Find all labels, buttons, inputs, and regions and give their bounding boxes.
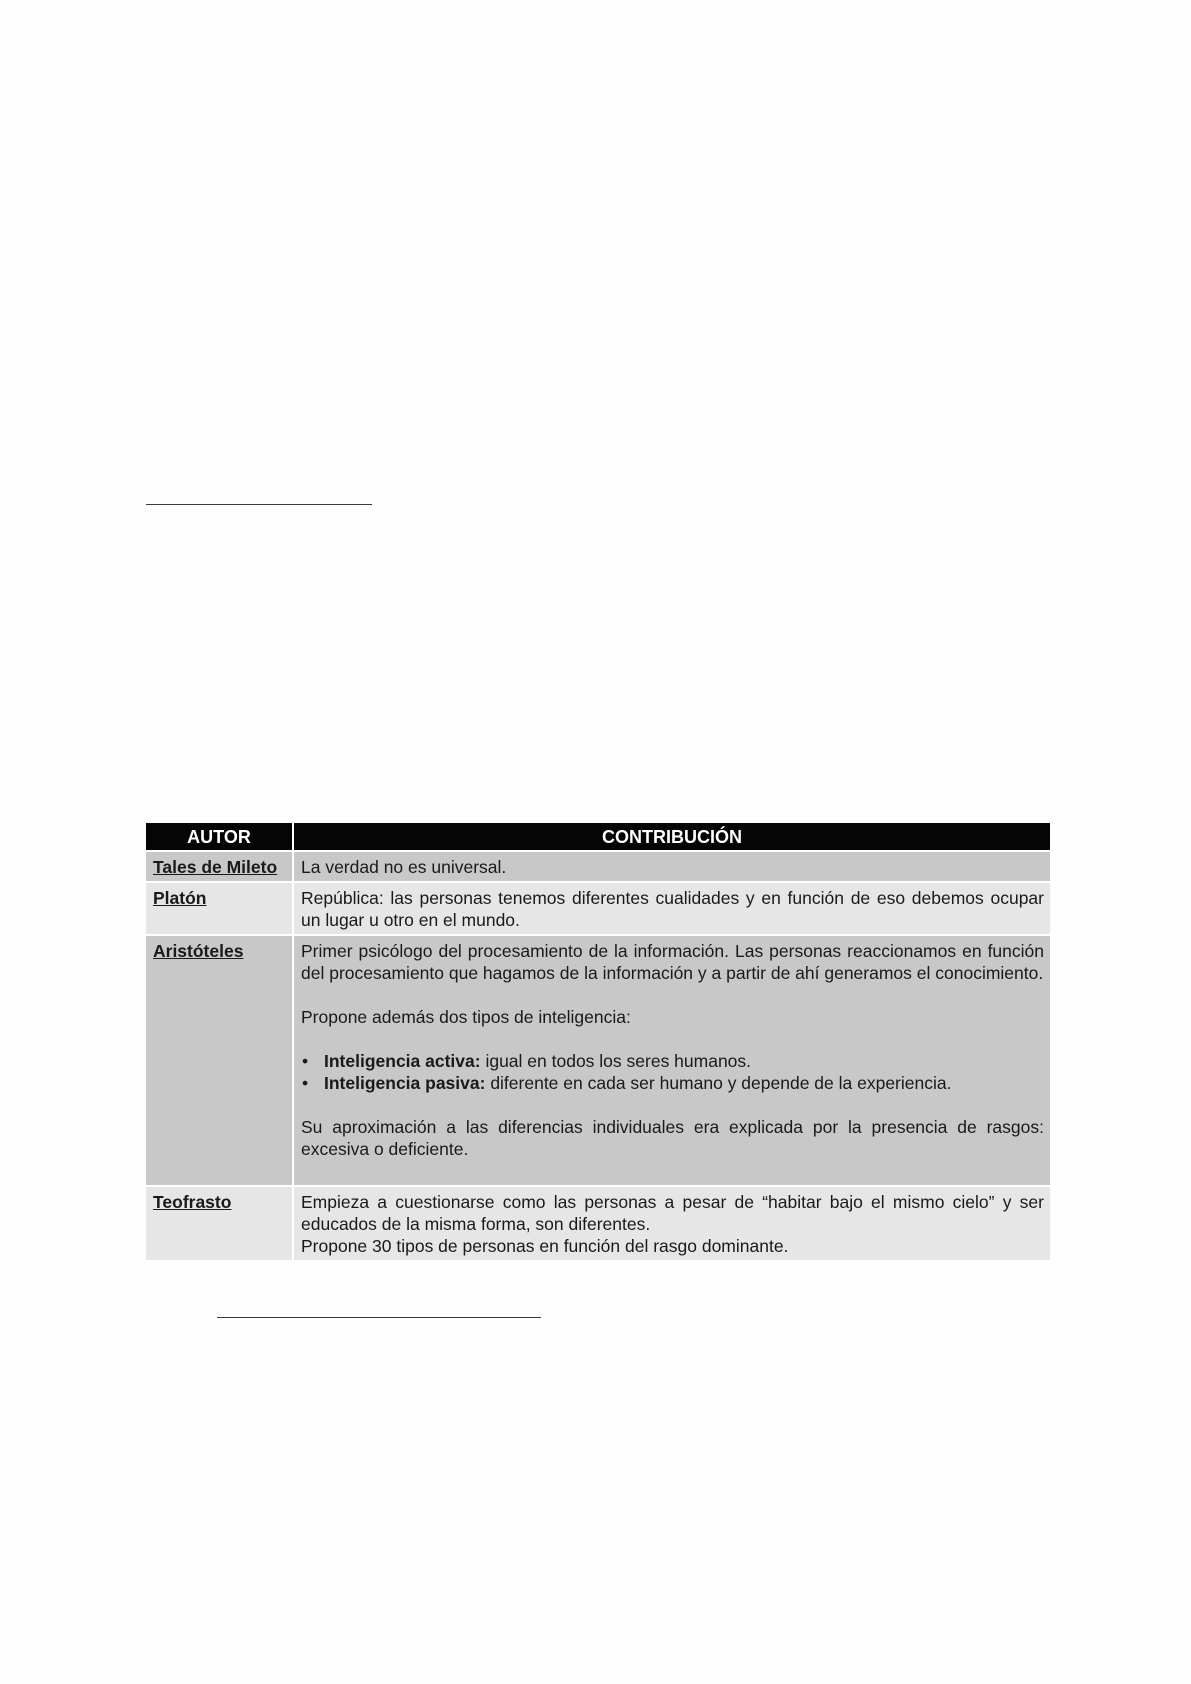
intelligence-types-list	[301, 1050, 1044, 1094]
author-platon: Platón	[146, 882, 293, 935]
bullet-text: diferente en cada ser humano y depende de la experiencia.	[485, 1073, 952, 1093]
table-row	[146, 851, 1050, 882]
author-aristoteles: Aristóteles	[146, 935, 293, 1186]
list-item	[301, 1050, 1044, 1072]
teofrasto-paragraph-1: Empieza a cuestionarse como las personas a pesar de “habitar bajo el mismo cielo” y ser educados de la misma forma, son diferentes.	[301, 1192, 1044, 1234]
footnote-separator-bottom	[217, 1317, 541, 1318]
authors-table	[146, 823, 1050, 1260]
bullet-term: Inteligencia activa:	[324, 1051, 481, 1071]
table-row	[146, 1186, 1050, 1260]
contribution-teofrasto	[293, 1186, 1050, 1260]
bullet-text: igual en todos los seres humanos.	[480, 1051, 752, 1071]
contribution-aristoteles	[293, 935, 1050, 1186]
header-author: AUTOR	[146, 823, 293, 851]
aristoteles-paragraph-3: Su aproximación a las diferencias individuales era explicada por la presencia de rasgos: excesiva o deficiente.	[301, 1117, 1044, 1159]
aristoteles-paragraph-2: Propone además dos tipos de inteligencia:	[301, 1007, 631, 1027]
aristoteles-paragraph-1: Primer psicólogo del procesamiento de la información. Las personas reaccionamos en función del procesamiento que hagamos de la información y a partir de ahí generamos el conocimiento.	[301, 941, 1044, 983]
author-teofrasto: Teofrasto	[146, 1186, 293, 1260]
header-contribution: CONTRIBUCIÓN	[293, 823, 1050, 851]
contribution-platon: República: las personas tenemos diferentes cualidades y en función de eso debemos ocupar un lugar u otro en el mundo.	[293, 882, 1050, 935]
table-row	[146, 935, 1050, 1186]
author-tales: Tales de Mileto	[146, 851, 293, 882]
contribution-tales: La verdad no es universal.	[293, 851, 1050, 882]
table-header-row	[146, 823, 1050, 851]
list-item	[301, 1072, 1044, 1094]
table-row	[146, 882, 1050, 935]
bullet-term: Inteligencia pasiva:	[324, 1073, 486, 1093]
footnote-separator-top	[146, 504, 372, 505]
teofrasto-paragraph-2: Propone 30 tipos de personas en función del rasgo dominante.	[301, 1236, 789, 1256]
